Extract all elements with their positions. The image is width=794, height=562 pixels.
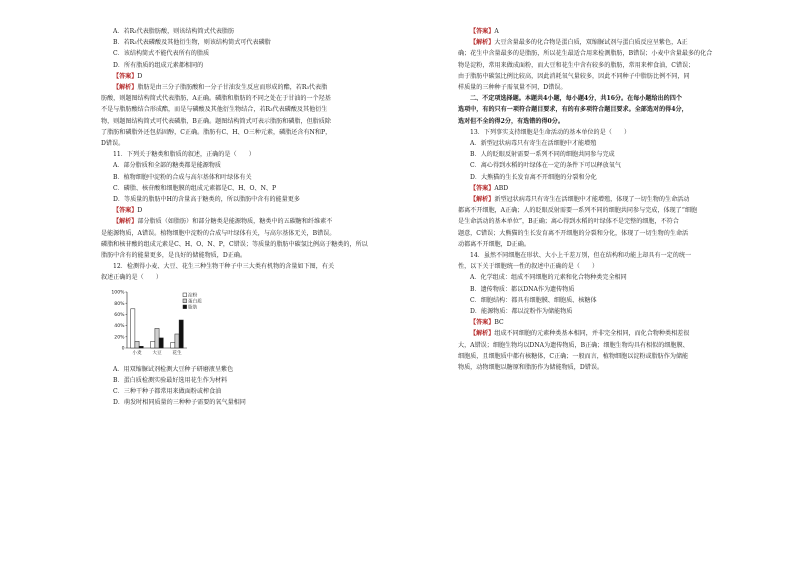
analysis-text: 部分脂质（如脂肪）和部分糖类是能源物质，糖类中的五碳糖和纤维素不 [137, 218, 333, 226]
analysis-line [458, 239, 794, 250]
bar-1 [135, 341, 139, 348]
y-tick-label: 40% [114, 323, 125, 329]
analysis-text: 组成不同细胞的元素种类基本相同，并非完全相同，而化合物种类相差很 [494, 330, 690, 338]
q12-analysis [458, 37, 794, 93]
analysis-line [458, 37, 794, 48]
option-line: B．遗传物质：都以DNA作为遗传物质 [470, 285, 575, 293]
analysis-text: 新型冠状病毒只有寄生在活细胞中才能增殖，体现了一切生物的生命活动 [494, 196, 690, 204]
analysis-line [101, 93, 451, 104]
analysis-text: 由于脂肪中碳氢比例比较高，因此消耗氧气量较多，因此不同种子中脂肪比例不同，同 [458, 72, 690, 80]
q13-answer: 【答案】ABD [470, 184, 509, 192]
section-line: 二、不定项选择题。本题共4小题，每小题4分，共16分。在每小题给出的四个 [470, 95, 682, 103]
analysis-line [458, 340, 794, 351]
analysis-line [101, 138, 451, 149]
analysis-text: 不是与脂肪酸结合形成酯，而是与磷酸及其他衍生物结合，若R₃代表磷酸及其他衍生 [101, 106, 328, 114]
section-line: 选对但不全的得2分，有选错的得0分。 [458, 117, 564, 125]
analysis-line [458, 194, 794, 205]
option-line: A．若R₃代表脂肪酸，则该结构简式代表脂肪 [113, 28, 235, 35]
analysis-tag: 【解析】 [470, 39, 495, 47]
option-line: A．新型冠状病毒只有寄生在活细胞中才能增殖 [470, 140, 597, 148]
analysis-line [101, 104, 451, 115]
q11-options [101, 160, 451, 205]
q13-analysis [458, 194, 794, 250]
bar-2 [179, 320, 183, 348]
analysis-text: 了脂肪和磷脂外还包括固醇，C正确。脂肪有C、H、O三种元素，磷脂还含有N和P， [101, 128, 332, 136]
analysis-line [458, 48, 794, 59]
option-line: D．等质量的脂肪中H的含量高于糖类的，所以脂肪中含有的能量更多 [113, 196, 300, 204]
y-tick-label: 100% [111, 290, 125, 296]
analysis-text: 物是淀粉，常用来做成面粉，而大豆和花生中含有较多的脂肪，常用来榨食油，C错误； [458, 61, 695, 69]
analysis-text: 大豆含量最多的化合物是蛋白质，双缩脲试剂与蛋白质反应呈紫色，A正 [494, 39, 688, 47]
q14-options [458, 272, 794, 317]
analysis-line [101, 228, 451, 239]
y-tick-label: 0 [121, 346, 125, 352]
q12-answer: 【答案】A [470, 28, 499, 35]
option-line: A．化学组成：组成不同细胞的元素和化合物种类完全相同 [470, 274, 627, 282]
right-column [458, 26, 794, 373]
analysis-tag: 【解析】 [470, 196, 495, 204]
q11-answer: 【答案】D [113, 207, 143, 215]
analysis-text: 大，A错误；细胞生物均以DNA为遗传物质，B正确；细胞生物均具有相似的细胞膜、 [458, 341, 689, 349]
q12-stem [101, 261, 451, 283]
stem-line: 14．虽然不同细胞在形状、大小上千差万别，但在结构和功能上却具有一定的统一 [470, 252, 692, 260]
option-line: C．三种干种子都常用来做面粉或榨食油 [113, 388, 222, 396]
q12-options [101, 364, 451, 409]
analysis-tag: 【解析】 [113, 218, 138, 226]
analysis-line [458, 328, 794, 339]
analysis-line [458, 228, 794, 239]
analysis-text: 是能源物质，A错误。植物细胞中淀粉的合成与叶绿体有关，与高尔基体无关，B错误。 [101, 229, 336, 237]
q11-stem: 11．下列关于糖类和脂质的叙述，正确的是（ ） [113, 151, 255, 159]
stem-line: 12．检测得小麦、大豆、花生三种生物干种子中三大类有机物的含量如下图，有关 [113, 263, 335, 271]
bar-0 [151, 341, 155, 348]
analysis-text: 物质，动物细胞以糖原和脂肪作为储能物质，D错误。 [458, 364, 604, 372]
bar-2 [139, 346, 143, 348]
analysis-text: 细胞质，且细胞质中都有核糖体，C正确；一般而言，植物细胞以淀粉或脂肪作为储能 [458, 352, 689, 360]
stem-line: 性，以下关于细胞统一性的叙述中正确的是（ ） [458, 263, 599, 271]
x-tick-label: 小麦 [132, 350, 142, 356]
q10-analysis [101, 82, 451, 149]
analysis-text: 题意，C错误；大熊猫的生长发育离不开细胞的分裂和分化，体现了一切生物的生命活 [458, 229, 689, 237]
analysis-line [101, 127, 451, 138]
y-tick-label: 20% [114, 335, 125, 341]
q13-options [458, 138, 794, 183]
section-heading [458, 93, 794, 127]
x-tick-label: 花生 [172, 350, 182, 356]
option-line: C．该结构简式不能代表所有的脂质 [113, 50, 210, 58]
q11-question [101, 149, 451, 205]
analysis-line [101, 116, 451, 127]
legend-swatch [183, 299, 187, 303]
option-line: D．所有脂质的组成元素都相同的 [113, 61, 204, 69]
q14-answer: 【答案】BC [470, 319, 504, 327]
option-line: B．蛋白质检测实验最好选用花生作为材料 [113, 376, 228, 384]
legend-label: 脂肪 [188, 304, 198, 310]
option-line: A．用双缩脲试剂检测大豆种子研磨液呈紫色 [113, 365, 234, 373]
legend-swatch [183, 305, 187, 309]
option-line: B．若R₃代表磷酸及其他衍生物，则该结构简式可代表磷脂 [113, 39, 271, 47]
seed-composition-chart [105, 286, 215, 362]
option-line: B．植物细胞中淀粉的合成与高尔基体和叶绿体有关 [113, 173, 252, 181]
bar-0 [171, 342, 175, 348]
bar-1 [155, 328, 159, 348]
analysis-text: 脂肪中含有的能量更多，是良好的储能物质，D正确。 [101, 252, 247, 260]
analysis-line [458, 71, 794, 82]
q11-analysis [101, 216, 451, 261]
y-tick-label: 60% [114, 312, 125, 318]
analysis-text: 动都离不开细胞，D正确。 [458, 240, 530, 248]
legend-swatch [183, 293, 187, 297]
stem-line: 叙述正确的是（ ） [101, 274, 162, 282]
analysis-line [458, 362, 794, 373]
analysis-line [101, 216, 451, 227]
analysis-tag: 【解析】 [113, 84, 138, 92]
analysis-line [458, 82, 794, 93]
q10-answer: 【答案】D [113, 72, 143, 80]
q14-stem [458, 250, 794, 272]
bar-1 [175, 334, 179, 348]
legend-label: 淀粉 [188, 292, 198, 298]
analysis-line [101, 250, 451, 261]
q10-options [101, 26, 451, 71]
option-line: D．能源物质：都以淀粉作为储能物质 [470, 308, 573, 316]
analysis-text: 物，则题图结构简式可代表磷脂，B正确。题图结构简式可表示脂肪和磷脂，但脂质除 [101, 117, 331, 125]
x-tick-label: 大豆 [152, 350, 162, 356]
y-tick-label: 80% [114, 301, 125, 307]
analysis-text: 确；花生中含量最多的是脂肪，所以花生最适合用来检测脂肪，B错误；小麦中含量最多的化合 [458, 50, 713, 58]
analysis-line [458, 351, 794, 362]
option-line: D．萌发时相同质量的三种种子需要的氧气量相同 [113, 399, 246, 407]
analysis-tag: 【解析】 [470, 330, 495, 338]
analysis-text: 都离不开细胞，A正确；人的眨眼反射需要一系列不同的细胞共同参与完成，体现了“细胞 [458, 207, 698, 215]
bar-0 [131, 308, 135, 347]
analysis-text: 样质量的三种种子需氧量不同，D错误。 [458, 84, 567, 92]
option-line: C．细胞结构：都具有细胞膜、细胞质、核糖体 [470, 296, 597, 304]
option-line: A．部分脂质和全部的糖类都是能源物质 [113, 162, 221, 170]
q14-analysis [458, 328, 794, 373]
analysis-line [101, 239, 451, 250]
legend-label: 蛋白质 [188, 298, 202, 304]
analysis-text: 脂肪是由三分子脂肪酸和一分子甘油发生反应而形成的酯，若R₃代表脂 [137, 84, 328, 92]
analysis-text: 磷脂和核苷酸的组成元素是C、H、O、N、P，C错误；等质量的脂肪中碳氢比例高于糖类的，所以 [101, 240, 368, 248]
bar-2 [159, 338, 163, 348]
analysis-line [458, 60, 794, 71]
analysis-line [101, 82, 451, 93]
option-line: C．离心得到水稻的叶绿体在一定的条件下可以释放氧气 [470, 162, 621, 170]
analysis-line [458, 205, 794, 216]
analysis-text: 是生命活动的基本单位”，B正确；离心得到水稻的叶绿体不是完整的细胞，不符合 [458, 218, 679, 226]
option-line: B．人的眨眼反射需要一系列不同的细胞共同参与完成 [470, 151, 615, 159]
option-line: C．磷脂、核苷酸和细胞膜的组成元素都是C、H、O、N、P [113, 184, 277, 192]
chart-svg [105, 286, 215, 362]
left-column [101, 26, 451, 408]
option-line: D．大熊猫的生长发育离不开细胞的分裂和分化 [470, 173, 597, 181]
analysis-text: D错误。 [101, 140, 125, 148]
analysis-line [458, 216, 794, 227]
analysis-text: 肪酸，则题图结构简式代表脂肪，A正确。磷脂和脂肪的不同之处在于甘油的一个羟基 [101, 95, 331, 103]
section-line: 选项中，有的只有一项符合题目要求，有的有多项符合题目要求。全部选对的得4分， [458, 106, 688, 114]
q13-stem: 13．下列事实支持细胞是生命活动的基本单位的是（ ） [470, 128, 631, 136]
